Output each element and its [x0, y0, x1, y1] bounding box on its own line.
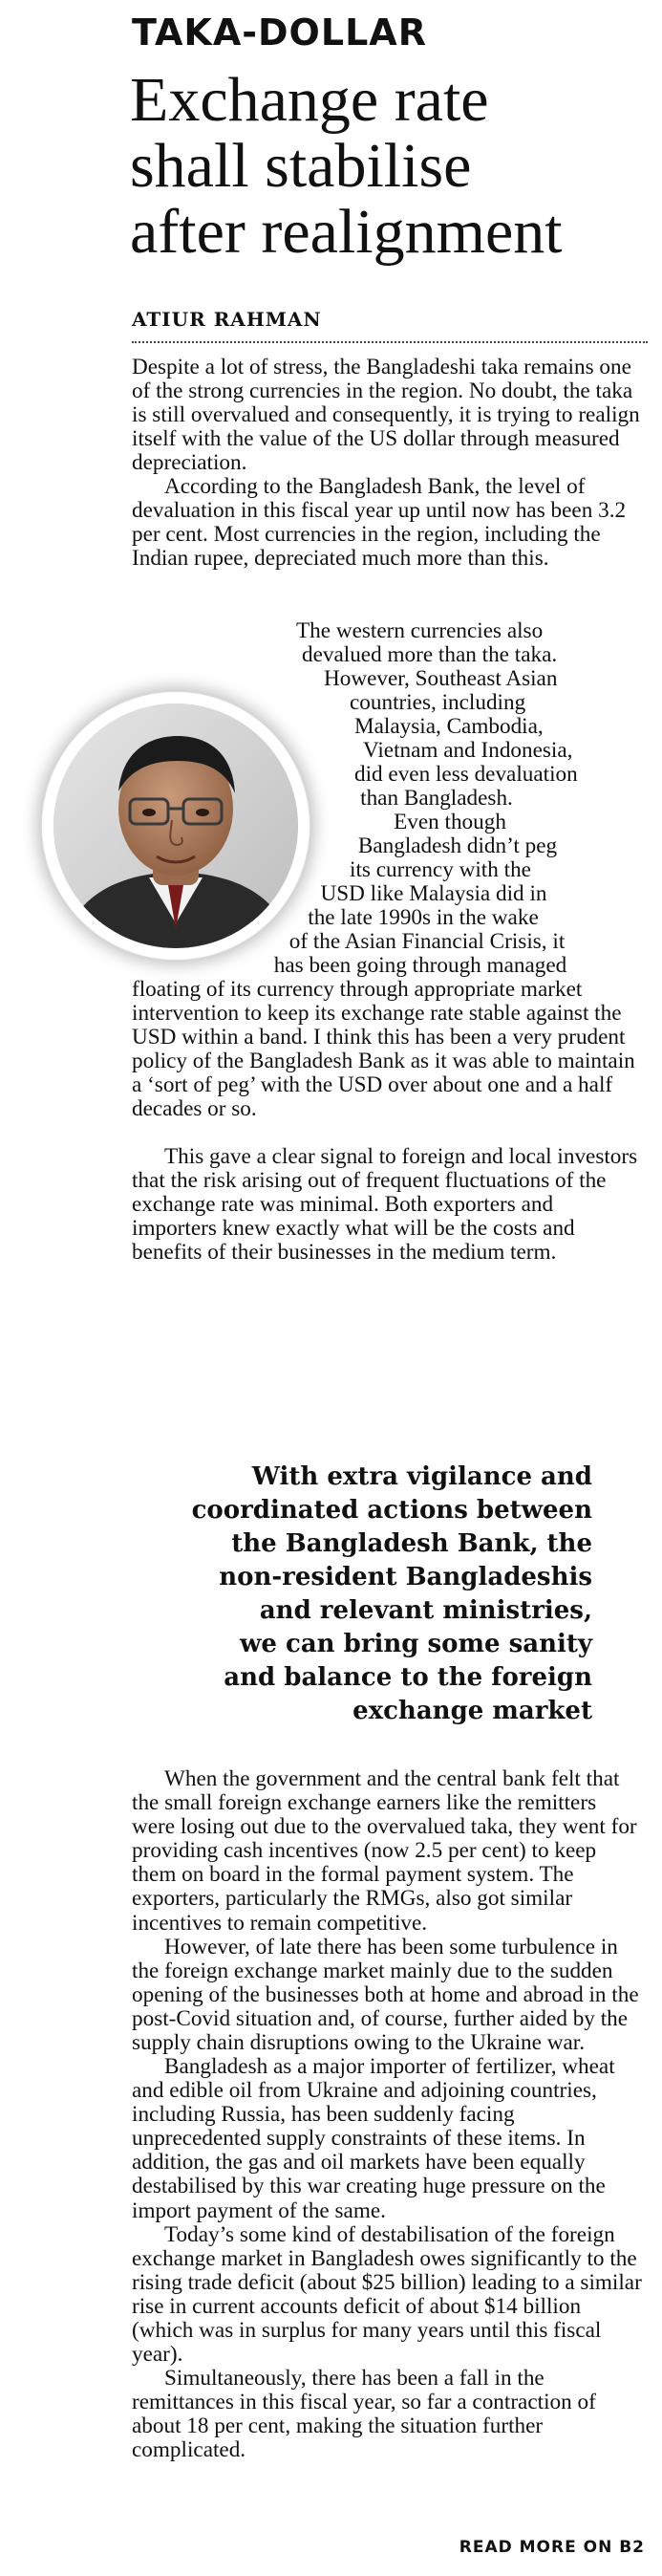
paragraph-text: This gave a clear signal to foreign and local investors that the risk arising out of frequent fluctuations of the exchange rate was minimal. Both exporters and importers knew exactly what will be the costs and benefits of their businesses in the medium term. [132, 1144, 638, 1266]
paragraph-text: Despite a lot of stress, the Bangladeshi taka remains one of the strong currencies in the region. No doubt, the taka is still overvalued and consequently, it is trying to realign itself with the value of the US dollar through measured depreciation. [132, 355, 640, 476]
paragraph [132, 356, 643, 475]
author-photo [53, 704, 298, 948]
paragraph-text: floating of its currency through appropriate market intervention to keep its exchange rate stable against the USD within a band. I think this has been a very prudent policy of the Bangladesh Bank as it was able to maintain a ‘sort of peg’ with the USD over about one and a half decades or so. [132, 977, 635, 1122]
pull-quote-line: we can bring some sanity [240, 1630, 592, 1658]
paragraph-line: did even less devaluation [354, 762, 578, 787]
author-photo-frame [42, 692, 310, 960]
paragraph-line: than Bangladesh. [360, 786, 513, 811]
paragraph [132, 2055, 643, 2223]
paragraph-text: Today’s some kind of destabilisation of the foreign exchange market in Bangladesh owes significantly to the rising trade deficit (about $25 billion) leading to a similar rise in current accounts deficit of about $14 billion (which was in surplus for many years until this fiscal year). [132, 2222, 642, 2368]
paragraph-line: Malaysia, Cambodia, [354, 714, 544, 739]
paragraph-text: However, of late there has been some turbulence in the foreign exchange market mainly due to the sudden opening of the businesses both at home and abroad in the post-Covid situation and, of course, further aided by the supply chain disruptions owing to the Ukraine war. [132, 1935, 639, 2056]
paragraph [132, 1936, 643, 2055]
paragraph-line: devalued more than the taka. [302, 642, 558, 667]
byline-divider [132, 341, 648, 343]
pull-quote-line: With extra vigilance and [251, 1462, 592, 1491]
paragraph-line: Bangladesh didn’t peg [357, 833, 558, 858]
pull-quote-line: non-resident Bangladeshis [219, 1563, 592, 1591]
pull-quote [191, 1461, 592, 1728]
pull-quote-line: and balance to the foreign [224, 1663, 592, 1692]
paragraph [132, 2223, 643, 2368]
paragraph-line: The western currencies also [296, 618, 544, 643]
paragraph-line: its currency with the [350, 857, 531, 882]
pull-quote-line: coordinated actions between [191, 1496, 592, 1525]
section-kicker: TAKA-DOLLAR [132, 11, 427, 54]
pull-quote-line: the Bangladesh Bank, the [231, 1529, 592, 1558]
paragraph-line: However, Southeast Asian [324, 666, 558, 691]
paragraph-text: According to the Bangladesh Bank, the level of devaluation in this fiscal year up until now has been 3.2 per cent. Most currencies in the region, including the Indian rupee, depreciated much more than this. [132, 474, 627, 572]
paragraph-line: the late 1990s in the wake [308, 905, 539, 930]
paragraph-line: has been going through managed [273, 953, 567, 978]
paragraph-line: countries, including [350, 690, 526, 715]
continuation-link[interactable]: READ MORE ON B2 [459, 2538, 645, 2557]
paragraph [132, 2367, 643, 2462]
paragraph-line: Vietnam and Indonesia, [363, 738, 573, 763]
paragraph-line: USD like Malaysia did in [320, 881, 547, 906]
paragraph-text: Bangladesh as a major importer of fertilizer, wheat and edible oil from Ukraine and adjoining countries, including Russia, has been suddenly facing unprecedented supply constraints of these items. In addition, the gas and oil markets have been equally destabilised by this war creating huge pressure on the import payment of the same. [132, 2054, 615, 2223]
paragraph-line: of the Asian Financial Crisis, it [288, 929, 566, 954]
paragraph-text: Simultaneously, there has been a fall in the remittances in this fiscal year, so far a contraction of about 18 per cent, making the situation further complicated. [132, 2366, 596, 2463]
headline-line: Exchange rate [130, 65, 489, 135]
paragraph [132, 1145, 643, 1265]
pull-quote-line: exchange market [352, 1697, 592, 1725]
paragraph [132, 475, 643, 571]
pull-quote-line: and relevant ministries, [259, 1596, 592, 1625]
paragraph [132, 1767, 643, 1936]
headline [130, 67, 646, 265]
paragraph-text: When the government and the central bank felt that the small foreign exchange earners like the remitters were losing out due to the overvalued taka, they went for providing cash incentives (now 2.5 per cent) to keep them on board in the formal payment system. The exporters, particularly the RMGs, also got similar incentives to remain competitive. [132, 1766, 637, 1936]
headline-line: after realignment [130, 197, 563, 267]
paragraph-line: Even though [394, 810, 506, 834]
headline-line: shall stabilise [130, 131, 472, 201]
author-byline: ATIUR RAHMAN [132, 308, 322, 331]
author-portrait-illustration [53, 704, 298, 948]
